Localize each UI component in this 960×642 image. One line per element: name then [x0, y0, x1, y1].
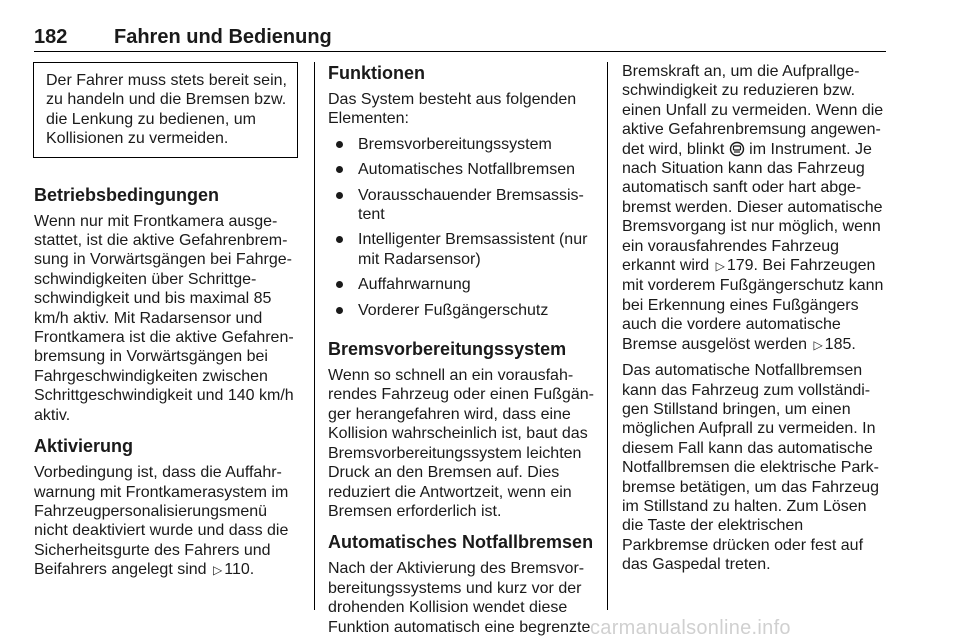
- function-list: [328, 135, 594, 320]
- list-item: Automatisches Notfallbremsen: [328, 160, 594, 179]
- heading-funktionen: Funktionen: [328, 63, 425, 83]
- paragraph-stillstand: Das automatische Notfallbremsen kann das Fahrzeug zum vollständi-gen Stillstand bringen, um einen möglichen Aufprall zu vermeiden. In diesem Fall kann das automatische Notfallbremsen die elektrische Park-bremse betätigen, um das Fahrzeug im Stillstand zu halten. Zum Lösen die Taste der elektrischen Parkbremse drücken oder fest auf das Gaspedal treten.: [622, 362, 880, 574]
- column-1: [34, 62, 298, 581]
- bullet-icon: [336, 141, 343, 148]
- bullet-icon: [336, 281, 343, 288]
- paragraph-funktionen: Das System besteht aus folgenden Elementen:: [328, 91, 577, 128]
- page-reference[interactable]: 110.: [224, 561, 255, 579]
- list-item: Auffahrwarnung: [328, 275, 594, 294]
- bullet-icon: [336, 192, 343, 199]
- paragraph-automatisches-notfallbremsen: Nach der Aktivierung des Bremsvor-bereitungssystems und kurz vor der drohenden Kollision wendet diese Funktion automatisch eine begrenzte: [328, 560, 591, 636]
- paragraph-aktivierung: Vorbedingung ist, dass die Auffahr-warnung mit Frontkamerasystem im Fahrzeugpersonalisierungsmenü nicht deaktiviert wurde und dass die Sicherheitsgurte des Fahrers und Beifahrers angelegt sind ▷ 110.: [34, 463, 298, 580]
- heading-bremsvorbereitungssystem: Bremsvorbereitungssystem: [328, 339, 567, 360]
- paragraph-bremskraft: Bremskraft an, um die Aufprallge-schwindigkeit zu reduzieren bzw. einen Unfall zu vermeiden. Wenn die aktive Gefahrenbremsung angewen-det wird, blinkt im Instrument. Je nach Situation kann das Fahrzeug automatisch sanft oder hart abge-bremst werden. Dieser automatische Bremsvorgang ist nur möglich, wenn ein vorausfahrendes Fahrzeug erkannt wird ▷ 179. Bei Fahrzeugen mit vorderem Fußgängerschutz kann bei Erkennung eines Fußgängers auch die vordere automatische Bremse ausgelöst werden ▷ 185.: [622, 62, 890, 355]
- column-3: [622, 62, 890, 575]
- reference-arrow-icon: ▷: [715, 259, 725, 274]
- paragraph-betriebsbedingungen: Wenn nur mit Frontkamera ausge-stattet, ist die aktive Gefahrenbrem-sung in Vorwärtsgängen bei Fahrge-schwindigkeiten über Schrittge-schwindigkeit und bis maximal 85 km/h aktiv. Mit Radarsensor und Frontkamera ist die aktive Gefahren-bremsung in Vorwärtsgängen bei Fahrgeschwindigkeiten zwischen Schrittgeschwindigkeit und 140 km/h aktiv.: [34, 212, 294, 424]
- chapter-title: Fahren und Bedienung: [114, 26, 332, 48]
- list-item: Bremsvorbereitungssystem: [328, 135, 594, 154]
- paragraph-bremsvorbereitungssystem: Wenn so schnell an ein vorausfah-rendes Fahrzeug oder einen Fußgän-ger herangefahren wird, dass eine Kollision wahrscheinlich ist, baut das Bremsvorbereitungssystem leichten Druck an den Bremsen auf. Dies reduziert die Antwortzeit, wenn ein Bremsen erforderlich ist.: [328, 367, 594, 520]
- list-item: Intelligenter Bremsassistent (nur mit Radarsensor): [328, 230, 594, 269]
- header-rule: [34, 51, 886, 52]
- page-number: 182: [34, 26, 68, 48]
- column-divider: [607, 62, 608, 610]
- reference-arrow-icon: ▷: [813, 337, 823, 352]
- bullet-icon: [336, 236, 343, 243]
- page-reference[interactable]: 185.: [824, 335, 856, 353]
- watermark: carmanualsonline.info: [590, 617, 791, 639]
- heading-automatisches-notfallbremsen: Automatisches Notfallbremsen: [328, 532, 594, 553]
- reference-arrow-icon: ▷: [213, 563, 223, 578]
- list-item: Vorderer Fußgängerschutz: [328, 301, 594, 320]
- warning-box: [33, 62, 298, 158]
- heading-aktivierung: Aktivierung: [34, 436, 134, 457]
- collision-warning-icon: [729, 141, 745, 157]
- list-item: Vorausschauender Bremsassis-tent: [328, 186, 594, 225]
- bullet-icon: [336, 166, 343, 173]
- column-2: [328, 62, 594, 637]
- warning-text: Der Fahrer muss stets bereit sein, zu handeln und die Bremsen bzw. die Lenkung zu bedienen, um Kollisionen zu vermeiden.: [46, 72, 287, 148]
- bullet-icon: [336, 307, 343, 314]
- heading-betriebsbedingungen: Betriebsbedingungen: [34, 184, 220, 205]
- column-divider: [314, 62, 315, 610]
- page-header: [34, 26, 886, 52]
